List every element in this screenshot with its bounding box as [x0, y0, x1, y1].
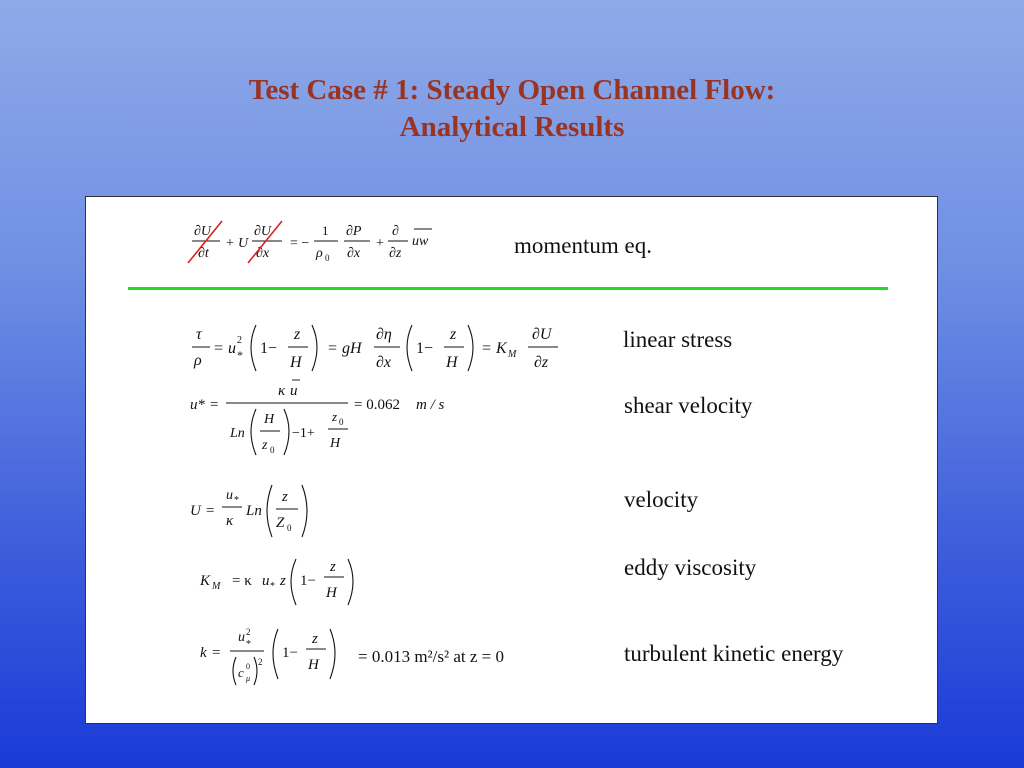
momentum-label: momentum eq.	[514, 233, 652, 258]
svg-text:∂U: ∂U	[194, 224, 212, 239]
svg-text:0: 0	[270, 445, 275, 455]
linear-stress-label: linear stress	[623, 327, 733, 352]
svg-text:κ: κ	[278, 383, 286, 399]
svg-text:*: *	[198, 397, 206, 413]
svg-text:z: z	[312, 631, 318, 647]
svg-text:0: 0	[246, 662, 250, 671]
svg-text:H: H	[326, 585, 337, 601]
svg-text:∂t: ∂t	[198, 246, 209, 261]
svg-text:z: z	[332, 409, 338, 424]
svg-text:=: =	[328, 340, 338, 357]
velocity-equation	[186, 481, 336, 541]
equations-panel	[85, 196, 938, 724]
svg-text:u: u	[228, 340, 236, 357]
svg-text:1−: 1−	[282, 645, 298, 661]
svg-text:∂x: ∂x	[376, 354, 392, 371]
svg-text:∂z: ∂z	[534, 354, 549, 371]
svg-text:=: =	[482, 340, 492, 357]
svg-text:=: =	[214, 340, 224, 357]
svg-text:*: *	[270, 581, 275, 592]
svg-text:u: u	[238, 630, 245, 645]
tke-equation	[196, 625, 346, 689]
shear-velocity-equation	[186, 377, 476, 461]
slide-title-line-2: Analytical Results	[399, 111, 625, 143]
svg-text:=: =	[206, 503, 215, 519]
svg-text:1−: 1−	[300, 573, 316, 589]
slide-title-line-1: Test Case # 1: Steady Open Channel Flow:	[248, 74, 776, 106]
shear-velocity-value: = 0.062	[354, 397, 400, 413]
svg-text:Z: Z	[276, 515, 285, 531]
svg-text:τ: τ	[196, 326, 202, 343]
svg-text:z: z	[282, 489, 288, 505]
svg-text:u: u	[290, 383, 298, 399]
svg-text:Ln: Ln	[230, 426, 245, 441]
svg-text:1−: 1−	[260, 340, 278, 357]
svg-text:m / s: m / s	[416, 397, 445, 413]
svg-text:∂η: ∂η	[376, 326, 392, 343]
svg-text:u: u	[262, 573, 270, 589]
svg-text:M: M	[212, 581, 221, 592]
svg-text:∂z: ∂z	[389, 246, 402, 261]
svg-text:*: *	[234, 495, 239, 506]
svg-text:∂x: ∂x	[347, 246, 361, 261]
svg-text:−1+: −1+	[292, 426, 315, 441]
green-divider	[128, 287, 888, 290]
svg-text:1: 1	[322, 223, 329, 238]
svg-text:H: H	[308, 657, 319, 673]
svg-text:c: c	[238, 665, 244, 680]
svg-text:Ln: Ln	[246, 503, 262, 519]
svg-text:= κ: = κ	[232, 573, 252, 589]
shear-velocity-label: shear velocity	[624, 393, 753, 418]
eddy-viscosity-equation	[198, 555, 368, 611]
tke-label: turbulent kinetic energy	[624, 641, 844, 666]
svg-text:H: H	[264, 412, 275, 427]
svg-text:H: H	[446, 354, 458, 371]
svg-text:+: +	[226, 236, 234, 251]
svg-text:*: *	[237, 348, 243, 362]
svg-text:*: *	[246, 639, 251, 650]
svg-text:∂: ∂	[392, 224, 399, 239]
svg-text:uw: uw	[412, 234, 429, 249]
velocity-label: velocity	[624, 487, 699, 512]
svg-text:0: 0	[339, 417, 344, 427]
linear-stress-equation	[186, 317, 576, 377]
svg-text:=: =	[210, 397, 219, 413]
svg-text:gH: gH	[342, 340, 362, 357]
svg-text:∂P: ∂P	[346, 224, 362, 239]
svg-text:u: u	[226, 488, 233, 503]
svg-text:H: H	[330, 436, 341, 451]
svg-text:2: 2	[246, 627, 251, 637]
svg-text:u: u	[190, 397, 198, 413]
svg-text:∂U: ∂U	[254, 224, 272, 239]
svg-text:z: z	[280, 573, 286, 589]
svg-text:2: 2	[237, 335, 242, 346]
slide-title	[0, 72, 1024, 146]
svg-text:μ: μ	[246, 674, 251, 683]
svg-text:∂U: ∂U	[532, 326, 552, 343]
svg-text:k: k	[200, 645, 207, 661]
svg-text:z: z	[294, 326, 301, 343]
svg-text:2: 2	[258, 657, 263, 667]
svg-text:K: K	[496, 340, 507, 357]
svg-text:z: z	[330, 559, 336, 575]
svg-text:z: z	[450, 326, 457, 343]
svg-text:z: z	[262, 438, 268, 453]
tke-value: = 0.013 m²/s² at z = 0	[358, 647, 504, 666]
svg-text:∂x: ∂x	[256, 246, 270, 261]
svg-text:+: +	[376, 236, 384, 251]
svg-text:ρ: ρ	[194, 352, 202, 369]
svg-text:H: H	[290, 354, 302, 371]
svg-text:1−: 1−	[416, 340, 434, 357]
svg-text:0: 0	[287, 523, 292, 533]
svg-text:= −: = −	[290, 236, 310, 251]
eddy-viscosity-label: eddy viscosity	[624, 555, 757, 580]
svg-text:ρ: ρ	[316, 246, 323, 261]
svg-text:M: M	[508, 349, 517, 360]
svg-text:κ: κ	[226, 513, 234, 529]
momentum-equation	[186, 217, 446, 267]
svg-text:U: U	[238, 236, 249, 251]
svg-text:U: U	[190, 503, 201, 519]
svg-text:0: 0	[325, 253, 330, 263]
svg-text:K: K	[200, 573, 211, 589]
svg-text:=: =	[212, 645, 221, 661]
